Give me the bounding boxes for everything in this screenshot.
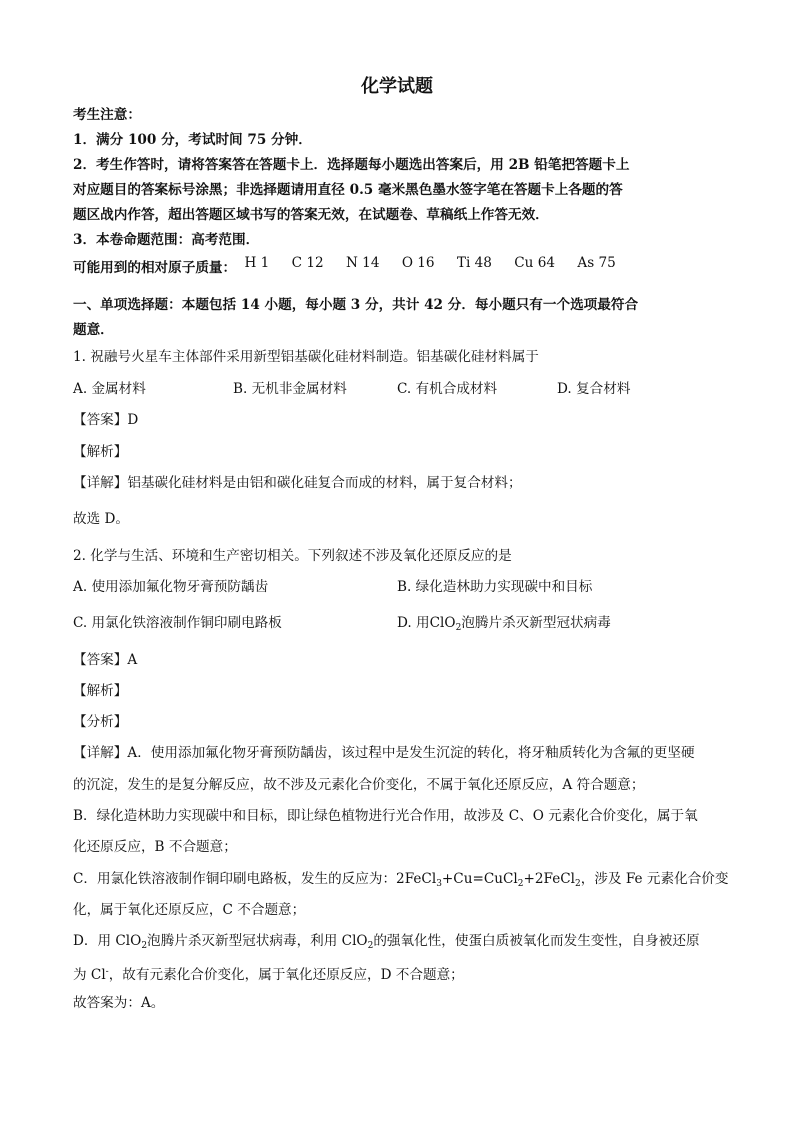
mass-o: O 16: [401, 255, 435, 271]
notice-heading: 考生注意：: [73, 107, 141, 123]
q2-detail-c-1: [73, 870, 734, 893]
q1-analysis: 【解析】: [73, 444, 128, 460]
q2-option-d-formula: ClO: [429, 615, 456, 631]
q1-option-c: C. 有机合成材料: [397, 381, 498, 397]
q2-detail-d-text: D．用 ClO: [73, 933, 142, 949]
q2-detail-c-2: 化，属于氧化还原反应，C 不合题意；: [73, 902, 306, 918]
q2-option-b: B. 绿化造林助力实现碳中和目标: [397, 579, 593, 595]
mass-h: H 1: [244, 255, 270, 271]
q2-detail-a-2: 的沉淀，发生的是复分解反应，故不涉及元素化合价变化，不属于氧化还原反应，A 符合题意；: [73, 777, 645, 793]
notice-item-2-cont2: 题区战内作答，超出答题区域书写的答案无效，在试题卷、草稿纸上作答无效．: [73, 207, 549, 223]
q2-detail-d-sub2: 2: [367, 941, 374, 951]
q2-detail-d-mid: 泡腾片杀灭新型冠状病毒，利用 ClO: [147, 933, 368, 949]
q1-option-a: A. 金属材料: [73, 381, 146, 397]
atomic-mass-label: 可能用到的相对原子质量：: [73, 260, 237, 276]
notice-item-2: 2．考生作答时，请将答案答在答题卡上．选择题每小题选出答案后，用 2B 铅笔把答题卡上: [73, 157, 630, 173]
q2-detail-c-text: C．用氯化铁溶液制作铜印刷电路板，发生的反应为：2FeCl: [73, 871, 437, 887]
q2-detail-d2-text: 为 Cl: [73, 967, 106, 983]
q1-option-b: B. 无机非金属材料: [233, 381, 347, 397]
q2-detail-d-tail: 的强氧化性，使蛋白质被氧化而发生变性，自身被还原: [373, 933, 700, 949]
mass-cu: Cu 64: [514, 255, 556, 271]
q1-conclusion: 故选 D。: [73, 511, 130, 527]
q2-option-d: [397, 614, 611, 637]
q2-detail-c-sub3: 2: [575, 879, 581, 889]
page-title: 化学试题: [361, 76, 433, 97]
q2-detail-a-1: 【详解】A．使用添加氟化物牙膏预防龋齿，该过程中是发生沉淀的转化，将牙釉质转化为含氟的更坚硬: [73, 745, 695, 761]
q2-option-d-subscript: 2: [455, 623, 462, 633]
q2-answer: 【答案】A: [73, 652, 138, 668]
notice-item-3: 3．本卷命题范围：高考范围．: [73, 232, 260, 248]
mass-n: N 14: [345, 255, 380, 271]
q2-detail-c-sub2: 2: [517, 879, 524, 889]
q2-detail-c-eq1: +Cu=CuCl: [441, 871, 518, 887]
mass-as: As 75: [577, 255, 616, 271]
q2-detail-b-1: B．绿化造林助力实现碳中和目标，即让绿色植物进行光合作用，故涉及 C、O 元素化合价变化，属于氧: [73, 808, 698, 824]
q1-stem: 1. 祝融号火星车主体部件采用新型铝基碳化硅材料制造。铝基碳化硅材料属于: [73, 349, 539, 365]
q1-answer: 【答案】D: [73, 412, 139, 428]
mass-ti: Ti 48: [456, 255, 492, 271]
q2-option-c: C. 用氯化铁溶液制作铜印刷电路板: [73, 615, 282, 631]
q2-detail-c-eq2: +2FeCl: [523, 871, 576, 887]
q2-detail-b-2: 化还原反应，B 不合题意；: [73, 839, 237, 855]
atomic-mass-list: [244, 255, 633, 271]
q2-detail-d2-charge: -: [105, 967, 109, 977]
q1-detail: 【详解】铝基碳化硅材料是由铝和碳化硅复合而成的材料，属于复合材料；: [73, 475, 522, 491]
q2-detail-d2-tail: ，故有元素化合价变化，属于氧化还原反应，D 不合题意；: [108, 967, 464, 983]
q2-stem: 2. 化学与生活、环境和生产密切相关。下列叙述不涉及氧化还原反应的是: [73, 548, 512, 564]
q2-detail-d-2: [73, 963, 734, 984]
q2-option-a: A. 使用添加氟化物牙膏预防龋齿: [73, 579, 269, 595]
q2-analysis: 【解析】: [73, 683, 128, 699]
section-heading: 一、单项选择题：本题包括 14 小题，每小题 3 分，共计 42 分．每小题只有一个选项最符合: [73, 297, 639, 313]
q2-detail-c-sub1: 3: [436, 879, 442, 889]
q2-detail-d-1: [73, 932, 734, 955]
section-heading-cont: 题意．: [73, 322, 114, 338]
q2-detail-c-tail: ，涉及 Fe 元素化合价变: [580, 871, 729, 887]
mass-c: C 12: [291, 255, 324, 271]
q2-conclusion: 故答案为：A。: [73, 995, 165, 1011]
atomic-mass-line: [73, 255, 734, 277]
notice-item-2-cont: 对应题目的答案标号涂黑；非选择题请用直径 0.5 毫米黑色墨水签字笔在答题卡上各题的答: [73, 182, 623, 198]
q2-option-d-text: 泡腾片杀灭新型冠状病毒: [461, 615, 611, 631]
notice-item-1: 1．满分 100 分，考试时间 75 分钟．: [73, 132, 312, 148]
q2-detail-d-sub1: 2: [141, 941, 148, 951]
q2-option-d-prefix: D. 用: [397, 615, 430, 631]
q1-option-d: D. 复合材料: [557, 381, 631, 397]
q2-analysis-sub: 【分析】: [73, 714, 128, 730]
